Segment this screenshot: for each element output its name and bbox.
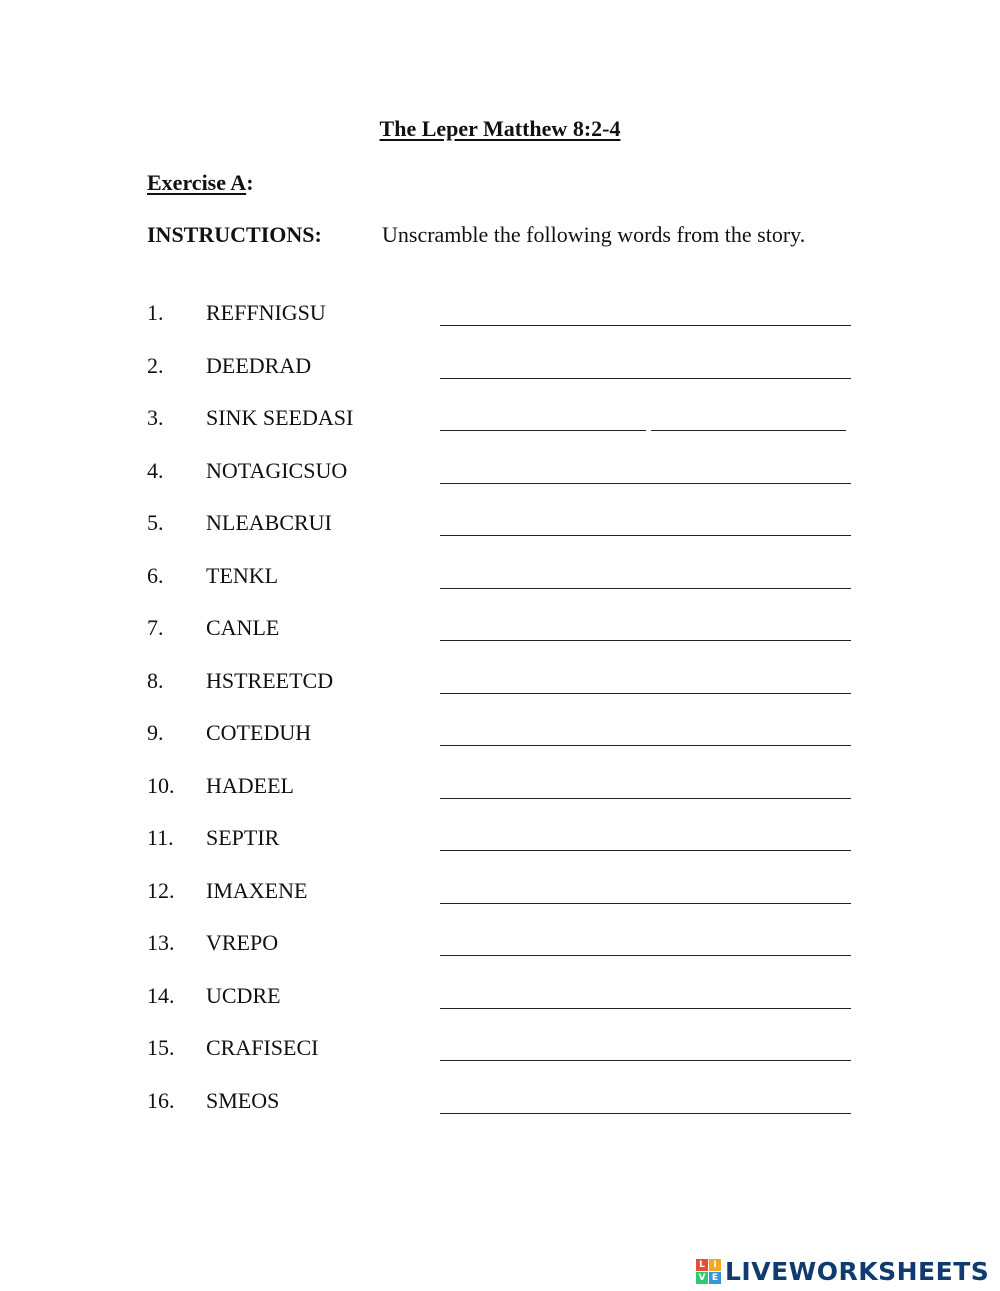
- list-item: [0, 615, 1000, 668]
- answer-blank[interactable]: [440, 745, 851, 746]
- list-item: [0, 878, 1000, 931]
- scrambled-word: DEEDRAD: [206, 352, 312, 378]
- scrambled-word: SEPTIR: [206, 825, 280, 850]
- scrambled-word: COTEDUH: [206, 720, 312, 745]
- list-item: [0, 825, 1000, 878]
- logo-mark-letter: E: [709, 1272, 721, 1284]
- list-item: [0, 930, 1000, 983]
- instructions-text: Unscramble the following words from the story.: [382, 222, 806, 247]
- answer-blank[interactable]: [440, 955, 851, 956]
- scrambled-word: TENKL: [206, 562, 279, 588]
- list-item: [0, 773, 1000, 826]
- list-item: [0, 458, 1000, 511]
- scrambled-word: HADEEL: [206, 772, 294, 798]
- logo-mark-letter: L: [696, 1259, 708, 1271]
- answer-blank[interactable]: [440, 640, 851, 641]
- list-item: [0, 1035, 1000, 1088]
- answer-blank[interactable]: [651, 430, 846, 431]
- list-item: [0, 563, 1000, 616]
- item-number: 3.: [147, 405, 164, 430]
- list-item: [0, 1088, 1000, 1141]
- item-number: 16.: [147, 1087, 175, 1113]
- answer-blank[interactable]: [440, 378, 851, 379]
- item-number: 5.: [147, 510, 164, 535]
- answer-blank[interactable]: [440, 850, 851, 851]
- logo-mark-letter: V: [696, 1272, 708, 1284]
- item-number: 11.: [147, 825, 174, 850]
- logo-mark-letter: I: [709, 1259, 721, 1271]
- item-number: 13.: [147, 930, 175, 955]
- scrambled-word: UCDRE: [206, 982, 281, 1008]
- item-number: 14.: [147, 982, 175, 1008]
- answer-blank[interactable]: [440, 1008, 851, 1009]
- answer-blank[interactable]: [440, 588, 851, 589]
- answer-blank[interactable]: [440, 483, 851, 484]
- instructions-label: INSTRUCTIONS:: [147, 222, 322, 247]
- answer-blank[interactable]: [440, 430, 646, 431]
- item-number: 8.: [147, 667, 164, 693]
- list-item: [0, 720, 1000, 773]
- answer-blank[interactable]: [440, 1113, 851, 1114]
- answer-blank[interactable]: [440, 535, 851, 536]
- item-number: 10.: [147, 772, 175, 798]
- scrambled-word: IMAXENE: [206, 877, 308, 903]
- scrambled-word: NOTAGICSUO: [206, 457, 348, 483]
- item-number: 6.: [147, 562, 164, 588]
- liveworksheets-logo-icon: [696, 1259, 721, 1284]
- liveworksheets-logo: [696, 1256, 989, 1286]
- list-item: [0, 353, 1000, 406]
- scrambled-word: SMEOS: [206, 1087, 280, 1113]
- item-number: 12.: [147, 877, 175, 903]
- list-item: [0, 510, 1000, 563]
- scrambled-word: HSTREETCD: [206, 667, 334, 693]
- scrambled-word: SINK SEEDASI: [206, 405, 354, 430]
- exercise-colon: :: [246, 170, 254, 195]
- scrambled-word: NLEABCRUI: [206, 510, 332, 535]
- answer-blank[interactable]: [440, 798, 851, 799]
- list-item: [0, 405, 1000, 458]
- answer-blank[interactable]: [440, 903, 851, 904]
- scrambled-word: REFFNIGSU: [206, 300, 326, 325]
- list-item: [0, 668, 1000, 721]
- list-item: [0, 300, 1000, 353]
- item-number: 1.: [147, 300, 164, 325]
- word-list: [0, 300, 1000, 1140]
- page-title: The Leper Matthew 8:2-4: [379, 116, 621, 141]
- exercise-label: Exercise A: [147, 170, 247, 195]
- scrambled-word: VREPO: [206, 930, 279, 955]
- item-number: 9.: [147, 720, 164, 745]
- exercise-heading: [147, 170, 254, 196]
- item-number: 15.: [147, 1035, 175, 1060]
- scrambled-word: CRAFISECI: [206, 1035, 319, 1060]
- answer-blank[interactable]: [440, 325, 851, 326]
- scrambled-word: CANLE: [206, 615, 280, 640]
- logo-text: LIVEWORKSHEETS: [725, 1256, 990, 1286]
- answer-blank[interactable]: [440, 1060, 851, 1061]
- item-number: 4.: [147, 457, 164, 483]
- list-item: [0, 983, 1000, 1036]
- answer-blank[interactable]: [440, 693, 851, 694]
- item-number: 7.: [147, 615, 164, 640]
- item-number: 2.: [147, 352, 164, 378]
